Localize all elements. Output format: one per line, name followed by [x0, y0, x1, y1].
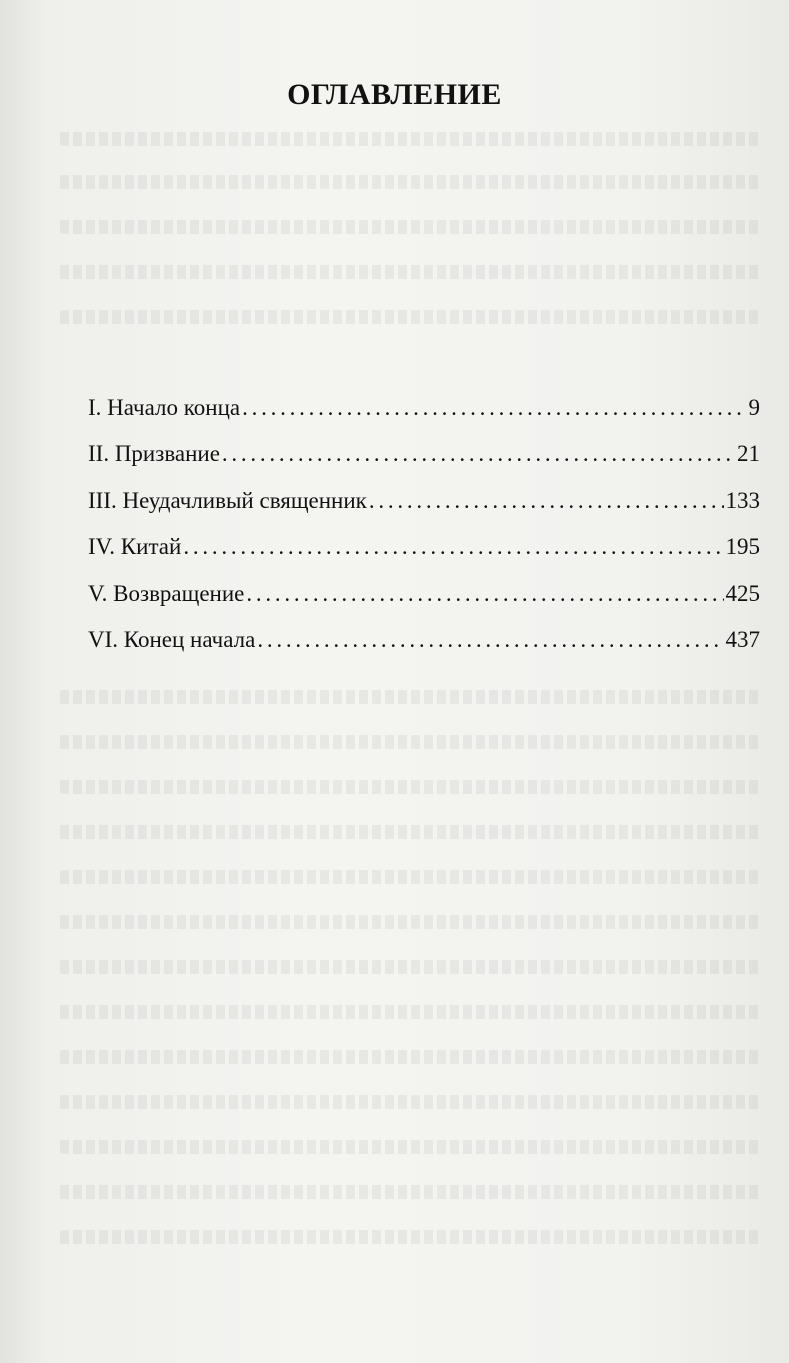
toc-entry-page: 21 [737, 441, 760, 467]
toc-entry[interactable] [88, 431, 760, 477]
table-of-contents [88, 385, 760, 663]
show-through [60, 690, 759, 704]
show-through [60, 1140, 759, 1154]
toc-entry-page: 9 [748, 395, 760, 420]
show-through [60, 220, 759, 234]
show-through [60, 1005, 759, 1019]
toc-entry[interactable] [88, 524, 760, 570]
show-through [60, 175, 759, 189]
page-title: ОГЛАВЛЕНИЕ [287, 78, 502, 111]
toc-leader-dots [246, 571, 723, 617]
show-through [60, 780, 759, 794]
show-through [60, 132, 759, 146]
toc-entry[interactable] [88, 571, 760, 617]
toc-entry[interactable] [88, 617, 760, 663]
toc-entry[interactable] [88, 478, 760, 524]
toc-leader-dots [369, 478, 724, 524]
show-through [60, 1050, 759, 1064]
toc-entry[interactable] [88, 385, 760, 431]
toc-leader-dots [257, 617, 723, 663]
show-through [60, 1095, 759, 1109]
toc-leader-dots [183, 524, 723, 570]
show-through [60, 1230, 759, 1244]
toc-leader-dots [222, 431, 735, 477]
show-through [60, 1185, 759, 1199]
toc-entry-page: 437 [725, 626, 760, 652]
show-through [60, 735, 759, 749]
toc-entry-label: III. Неудачливый священник [88, 487, 367, 513]
toc-entry-page: 133 [725, 487, 760, 513]
show-through [60, 870, 759, 884]
toc-entry-label: I. Начало конца [88, 395, 241, 420]
toc-leader-dots [242, 385, 746, 431]
show-through [60, 310, 759, 324]
toc-entry-page: 195 [725, 534, 760, 560]
show-through [60, 960, 759, 974]
toc-entry-label: IV. Китай [88, 534, 182, 560]
show-through [60, 915, 759, 929]
toc-entry-page: 425 [725, 580, 760, 606]
toc-entry-label: V. Возвращение [88, 580, 245, 606]
show-through [60, 825, 759, 839]
toc-entry-label: VI. Конец начала [88, 626, 256, 652]
show-through [60, 265, 759, 279]
toc-entry-label: II. Призвание [88, 441, 220, 467]
